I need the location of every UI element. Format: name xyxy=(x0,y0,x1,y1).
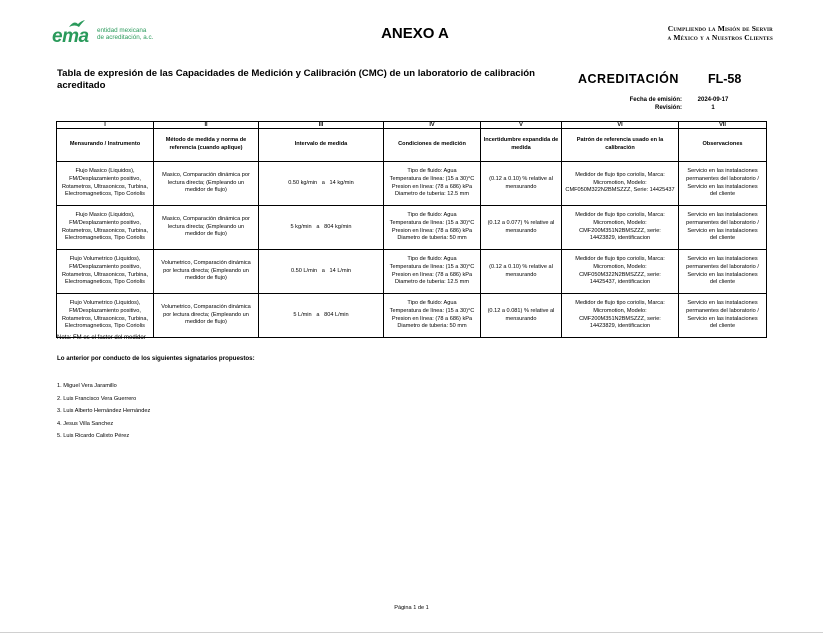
page-divider xyxy=(0,632,823,633)
cell-notes xyxy=(679,294,767,338)
method-line: Volumetrico, Comparación dinámica xyxy=(161,260,251,267)
instrument-line: Rotametros, Ultrasonicos, Turbina, xyxy=(61,271,149,278)
uncertainty-line: mensurando xyxy=(505,271,537,278)
method-line: medidor de flujo) xyxy=(185,275,227,282)
roman-header: III xyxy=(259,122,384,129)
instrument-line: FM/Desplazamiento positivo, xyxy=(69,307,141,314)
instrument-line: FM/Desplazamiento positivo, xyxy=(69,219,141,226)
notes-line: Servicio en las instalaciones xyxy=(687,315,758,322)
table-body xyxy=(57,162,767,338)
cell-conditions xyxy=(384,206,481,250)
conditions-line: Diametro de tuberia: 12.5 mm xyxy=(395,279,469,286)
notes-line: Servicio en las instalaciones xyxy=(687,271,758,278)
issue-date: 2024-09-17 xyxy=(697,97,729,103)
roman-header: VI xyxy=(562,122,679,129)
cell-range: 0.50 kg/min a 14 kg/min xyxy=(259,162,384,206)
notes-line: Servicio en las instalaciones xyxy=(687,256,758,263)
notes-line: del cliente xyxy=(709,191,736,198)
cell-notes xyxy=(679,162,767,206)
notes-line: permanentes del laboratorio / xyxy=(686,263,759,270)
notes-line: del cliente xyxy=(709,279,736,286)
standard-line: Medidor de flujo tipo coriolis, Marca: xyxy=(575,172,665,179)
notes-line: permanentes del laboratorio / xyxy=(686,175,759,182)
table-note: Nota: FM es el factor del medidor xyxy=(57,335,146,341)
conditions-line: Diametro de tuberia: 50 mm xyxy=(397,323,467,330)
page-title: ANEXO A xyxy=(381,25,449,42)
instrument-line: Electromagneticos, Tipo Coriolis xyxy=(65,279,145,286)
table-row xyxy=(57,250,767,294)
uncertainty-line: mensurando xyxy=(505,227,537,234)
cell-standard xyxy=(562,206,679,250)
conditions-line: Diametro de tuberia: 12.5 mm xyxy=(395,191,469,198)
cell-range: 0.50 L/min a 14 L/min xyxy=(259,250,384,294)
method-line: medidor de flujo) xyxy=(185,187,227,194)
instrument-line: Rotametros, Ultrasonicos, Turbina, xyxy=(61,183,149,190)
standard-line: 14425437, identificacion xyxy=(589,279,651,286)
conditions-line: Temperatura de línea: (15 a 30)°C xyxy=(389,307,475,314)
standard-line: 14423829, identificacion xyxy=(589,235,651,242)
signer-item: 1. Miguel Vera Jaramillo xyxy=(57,383,117,389)
column-header: Condiciones de medición xyxy=(384,129,481,162)
instrument-line: FM/Desplazamiento positivo, xyxy=(69,175,141,182)
cell-notes xyxy=(679,250,767,294)
notes-line: permanentes del laboratorio / xyxy=(686,307,759,314)
page-number: Página 1 de 1 xyxy=(394,605,429,611)
signer-item: 4. Jesus Villa Sanchez xyxy=(57,420,114,427)
document-subtitle: Tabla de expresión de las Capacidades de Medición y Calibración (CMC) de un laboratorio de calibración acreditado xyxy=(57,68,536,91)
uncertainty-line: (0.12 a 0.081) % relative al xyxy=(487,307,555,314)
standard-line: Micromotion, Modelo: xyxy=(593,263,647,270)
conditions-line: Tipo de fluido: Agua xyxy=(407,168,457,175)
notes-line: del cliente xyxy=(709,235,736,242)
logo-word: ema xyxy=(52,26,89,47)
cell-instrument xyxy=(57,206,154,250)
method-line: lectura directa; (Empleando un xyxy=(167,223,245,230)
roman-header: V xyxy=(481,122,562,129)
instrument-line: Electromagneticos, Tipo Coriolis xyxy=(65,323,145,330)
cell-conditions xyxy=(384,294,481,338)
logo-subtitle: entidad mexicana de acreditación, a.c. xyxy=(97,27,154,41)
conditions-line: Presion en línea: (78 a 686) kPa xyxy=(391,271,473,278)
cell-uncertainty xyxy=(481,162,562,206)
method-line: por lectura directa; (Empleando un xyxy=(163,311,249,318)
conditions-line: Temperatura de línea: (15 a 30)°C xyxy=(389,263,475,270)
signer-item: 2. Luis Francisco Vera Guerrero xyxy=(57,395,137,402)
standard-line: Micromotion, Modelo: xyxy=(593,179,647,186)
conditions-line: Tipo de fluido: Agua xyxy=(407,300,457,307)
revision-label: Revisión: xyxy=(654,104,682,111)
cmc-table xyxy=(56,121,767,338)
column-header: Mensurando / Instrumento xyxy=(57,129,154,162)
cell-standard xyxy=(562,250,679,294)
standard-line: CMF050M322N2BMSZZZ, Serie: 14425437 xyxy=(565,187,675,194)
cell-uncertainty xyxy=(481,206,562,250)
motto: Cumpliendo la Misión de Servir a México y a Nuestros Clientes xyxy=(667,24,773,42)
notes-line: Servicio en las instalaciones xyxy=(687,227,758,234)
conditions-line: Tipo de fluido: Agua xyxy=(407,256,457,263)
uncertainty-line: mensurando xyxy=(505,183,537,190)
conditions-line: Presion en línea: (78 a 686) kPa xyxy=(391,227,473,234)
cell-standard xyxy=(562,294,679,338)
cell-standard xyxy=(562,162,679,206)
cell-conditions xyxy=(384,162,481,206)
standard-line: CMF050M322N2BMSZZZ, serie: xyxy=(579,271,661,278)
cell-notes xyxy=(679,206,767,250)
uncertainty-line: (0.12 a 0.10) % relative al xyxy=(489,175,553,182)
cell-uncertainty xyxy=(481,250,562,294)
document-meta xyxy=(610,97,738,112)
roman-header: I xyxy=(57,122,154,129)
standard-line: Micromotion, Modelo: xyxy=(593,307,647,314)
cell-method xyxy=(154,250,259,294)
method-line: medidor de flujo) xyxy=(185,231,227,238)
cell-method xyxy=(154,294,259,338)
notes-line: Servicio en las instalaciones xyxy=(687,300,758,307)
roman-header-row xyxy=(57,122,767,129)
instrument-line: FM/Desplazamiento positivo, xyxy=(69,263,141,270)
column-header: Intervalo de medida xyxy=(259,129,384,162)
standard-line: Micromotion, Modelo: xyxy=(593,219,647,226)
table-row xyxy=(57,294,767,338)
cell-instrument xyxy=(57,250,154,294)
instrument-line: Flujo Masico (Liquidos), xyxy=(75,212,135,219)
uncertainty-line: (0.12 a 0.10) % relative al xyxy=(489,263,553,270)
standard-line: CMF200M351N2BMSZZZ, serie: xyxy=(579,227,661,234)
column-header: Método de medida y norma de referencia (cuando aplique) xyxy=(154,129,259,162)
instrument-line: Flujo Masico (Liquidos), xyxy=(75,168,135,175)
instrument-line: Flujo Volumetrico (Liquidos), xyxy=(69,256,141,263)
conditions-line: Tipo de fluido: Agua xyxy=(407,212,457,219)
conditions-line: Diametro de tuberia: 50 mm xyxy=(397,235,467,242)
conditions-line: Temperatura de línea: (15 a 30)°C xyxy=(389,175,475,182)
uncertainty-line: (0.12 a 0.077) % relative al xyxy=(487,219,555,226)
standard-line: Medidor de flujo tipo coriolis, Marca: xyxy=(575,256,665,263)
roman-header: IV xyxy=(384,122,481,129)
signer-item: 5. Luis Ricardo Calixto Pérez xyxy=(57,433,130,440)
instrument-line: Flujo Volumetrico (Liquidos), xyxy=(69,300,141,307)
method-line: medidor de flujo) xyxy=(185,319,227,326)
notes-line: del cliente xyxy=(709,323,736,330)
signer-item: 3. Luis Alberto Hernández Hernández xyxy=(57,408,151,415)
column-header-row xyxy=(57,129,767,162)
instrument-line: Electromagneticos, Tipo Coriolis xyxy=(65,235,145,242)
notes-line: Servicio en las instalaciones xyxy=(687,168,758,175)
standard-line: Medidor de flujo tipo coriolis, Marca: xyxy=(575,212,665,219)
roman-header: II xyxy=(154,122,259,129)
cell-uncertainty xyxy=(481,294,562,338)
ema-logo xyxy=(52,22,172,48)
cell-method xyxy=(154,162,259,206)
uncertainty-line: mensurando xyxy=(505,315,537,322)
signers-list xyxy=(57,380,150,443)
issue-date-label: Fecha de emisión: xyxy=(629,97,682,103)
notes-line: Servicio en las instalaciones xyxy=(687,183,758,190)
cell-method xyxy=(154,206,259,250)
instrument-line: Electromagneticos, Tipo Coriolis xyxy=(65,191,145,198)
signers-intro: Lo anterior por conducto de los siguientes signatarios propuestos: xyxy=(57,355,255,362)
standard-line: CMF200M351N2BMSZZZ, serie: xyxy=(579,315,661,322)
cell-instrument xyxy=(57,162,154,206)
table-row xyxy=(57,162,767,206)
method-line: Volumetrico, Comparación dinámica xyxy=(161,304,251,311)
column-header: Incertidumbre expandida de medida xyxy=(481,129,562,162)
roman-header: VII xyxy=(679,122,767,129)
column-header: Observaciones xyxy=(679,129,767,162)
cell-conditions xyxy=(384,250,481,294)
cell-instrument xyxy=(57,294,154,338)
conditions-line: Temperatura de línea: (15 a 30)°C xyxy=(389,219,475,226)
cell-range: 5 L/min a 804 L/min xyxy=(259,294,384,338)
cell-range: 5 kg/min a 804 kg/min xyxy=(259,206,384,250)
conditions-line: Presion en línea: (78 a 686) kPa xyxy=(391,183,473,190)
notes-line: permanentes del laboratorio / xyxy=(686,219,759,226)
table-row xyxy=(57,206,767,250)
bird-icon xyxy=(68,19,86,29)
conditions-line: Presion en línea: (78 a 686) kPa xyxy=(391,315,473,322)
column-header: Patrón de referencia usado en la calibración xyxy=(562,129,679,162)
method-line: lectura directa; (Empleando un xyxy=(167,179,245,186)
standard-line: Medidor de flujo tipo coriolis, Marca: xyxy=(575,300,665,307)
notes-line: Servicio en las instalaciones xyxy=(687,212,758,219)
standard-line: 14423829, identificacion xyxy=(589,323,651,330)
section-label: ACREDITACIÓN xyxy=(578,72,679,86)
method-line: Masico, Comparación dinámica por xyxy=(162,172,250,179)
document-code: FL-58 xyxy=(708,72,742,86)
instrument-line: Rotametros, Ultrasonicos, Turbina, xyxy=(61,315,149,322)
revision: 1 xyxy=(711,104,715,111)
method-line: por lectura directa; (Empleando un xyxy=(163,267,249,274)
method-line: Masico, Comparación dinámica por xyxy=(162,216,250,223)
instrument-line: Rotametros, Ultrasonicos, Turbina, xyxy=(61,227,149,234)
